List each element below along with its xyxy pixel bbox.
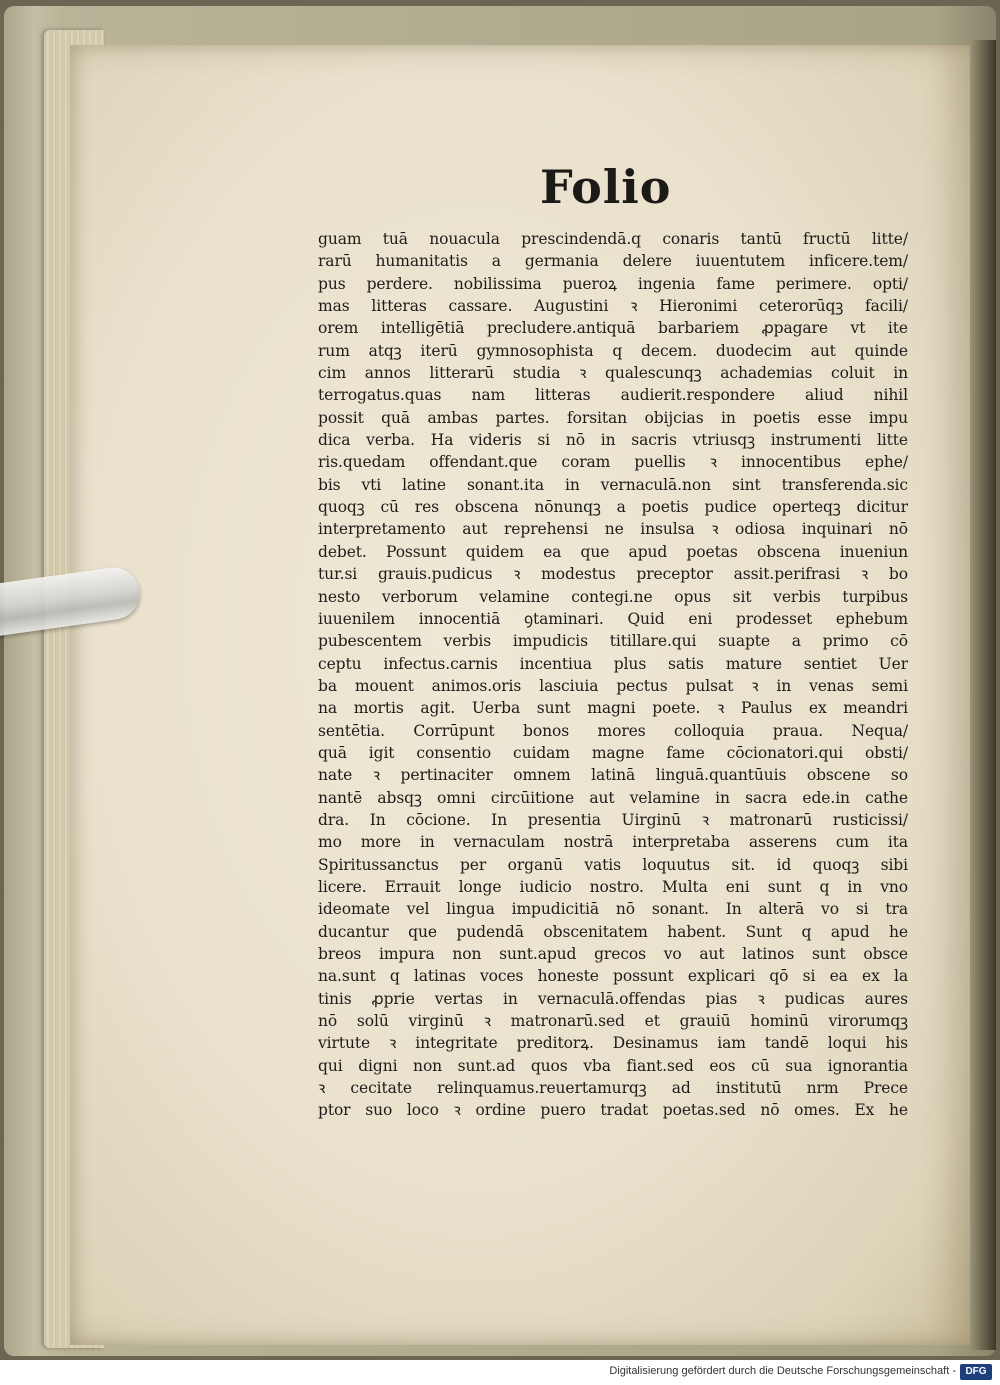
text-line: breos impura non sunt.apud grecos vo aut latinos sunt obsce bbox=[318, 945, 908, 963]
text-line: nate ꝛ pertinaciter omnem latinā linguā.quantūuis obscene so bbox=[318, 766, 908, 785]
text-line: rarū humanitatis a germania delere iuuentutem inficere.tem/ bbox=[318, 252, 908, 271]
footer-bar bbox=[0, 1360, 1000, 1385]
text-line: ba mouent animos.oris lasciuia pectus pulsat ꝛ in venas semi bbox=[318, 676, 908, 695]
text-line: tinis ꝓprie vertas in vernaculā.offendas pias ꝛ pudicas aures bbox=[318, 989, 908, 1008]
text-line: ris.quedam offendant.que coram puellis ꝛ innocentibus ephe/ bbox=[318, 453, 908, 472]
text-line: qui digni non sunt.ad quos vba fiant.sed eos cū sua ignorantia bbox=[318, 1056, 908, 1075]
text-block bbox=[318, 228, 908, 1122]
text-line: na.sunt q latinas voces honeste possunt explicari qō si ea ex la bbox=[318, 967, 908, 986]
text-line: cim annos litterarū studia ꝛ qualescunqꝫ achademias coluit in bbox=[318, 364, 908, 383]
text-line: na mortis agit. Uerba sunt magni poete. ꝛ Paulus ex meandri bbox=[318, 699, 908, 718]
text-line: ceptu infectus.carnis incentiua plus satis mature sentiet Uer bbox=[318, 654, 908, 673]
text-line: debet. Possunt quidem ea que apud poetas obscena inueniun bbox=[318, 542, 908, 561]
text-line: pus perdere. nobilissima pueroꝝ ingenia fame perimere. opti/ bbox=[318, 274, 908, 293]
text-line: ideomate vel lingua impudicitiā nō sonant. In alterā vo si tra bbox=[318, 900, 908, 919]
funding-credit: Digitalisierung gefördert durch die Deutsche Forschungsgemeinschaft - bbox=[609, 1365, 956, 1377]
text-line: orem intelligētiā precludere.antiquā barbariem ꝓpagare vt ite bbox=[318, 319, 908, 338]
text-line: ꝛ cecitate relinquamus.reuertamurqꝫ ad institutū nrm Prece bbox=[318, 1079, 908, 1098]
dfg-logo: DFG bbox=[960, 1364, 992, 1380]
text-line: Spiritussanctus per organū vatis loquutus sit. id quoqꝫ sibi bbox=[318, 855, 908, 874]
text-line: nesto verborum velamine contegi.ne opus sit verbis turpibus bbox=[318, 587, 908, 606]
text-line: quoqꝫ cū res obscena nōnunqꝫ a poetis pudice operteqꝫ dicitur bbox=[318, 498, 908, 517]
text-line: virtute ꝛ integritate preditorꝝ. Desinamus iam tandē loqui his bbox=[318, 1034, 908, 1053]
text-line: possit quā ambas partes. forsitan obijcias in poetis esse impu bbox=[318, 408, 908, 427]
text-line: nō solū virginū ꝛ matronarū.sed et grauiū hominū virorumqꝫ bbox=[318, 1012, 908, 1031]
text-line: ptor suo loco ꝛ ordine puero tradat poetas.sed nō omes. Ex he bbox=[318, 1101, 908, 1120]
text-line: guam tuā nouacula prescindendā.q conaris tantū fructū litte/ bbox=[318, 230, 908, 248]
text-line: mo more in vernaculam nostrā interpretaba asserens cum ita bbox=[318, 833, 908, 852]
text-line: ducantur que pudendā obscenitatem habent. Sunt q apud he bbox=[318, 922, 908, 941]
text-line: bis vti latine sonant.ita in vernaculā.non sint transferenda.sic bbox=[318, 475, 908, 494]
folio-heading: Folio bbox=[540, 160, 672, 214]
text-line: sentētia. Corrūpunt bonos mores colloquia praua. Nequa/ bbox=[318, 721, 908, 740]
text-line: interpretamento aut reprehensi ne insulsa ꝛ odiosa inquinari nō bbox=[318, 520, 908, 539]
text-line: licere. Errauit longe iudicio nostro. Multa eni sunt q in vno bbox=[318, 877, 908, 896]
text-line: mas litteras cassare. Augustini ꝛ Hieronimi ceterorūqꝫ facili/ bbox=[318, 297, 908, 316]
text-line: dica verba. Ha videris si nō in sacris vtriusqꝫ instrumenti litte bbox=[318, 431, 908, 450]
text-line: tur.si grauis.pudicus ꝛ modestus preceptor assit.perifrasi ꝛ bo bbox=[318, 565, 908, 584]
text-line: dra. In cōcione. In presentia Uirginū ꝛ matronarū rusticissi/ bbox=[318, 810, 908, 829]
text-line: pubescentem verbis impudicis titillare.qui suapte a primo cō bbox=[318, 632, 908, 651]
binding-edge bbox=[970, 40, 996, 1350]
text-line: rum atqꝫ iterū gymnosophista q decem. duodecim aut quinde bbox=[318, 341, 908, 360]
text-line: iuuenilem innocentiā ꝯtaminari. Quid eni prodesset ephebum bbox=[318, 609, 908, 628]
text-line: terrogatus.quas nam litteras audierit.respondere aliud nihil bbox=[318, 386, 908, 405]
text-line: quā igit consentio cuidam magne fame cōcionatori.qui obsti/ bbox=[318, 743, 908, 762]
text-line: nantē absqꝫ omni circūitione aut velamine in sacra ede.in cathe bbox=[318, 788, 908, 807]
